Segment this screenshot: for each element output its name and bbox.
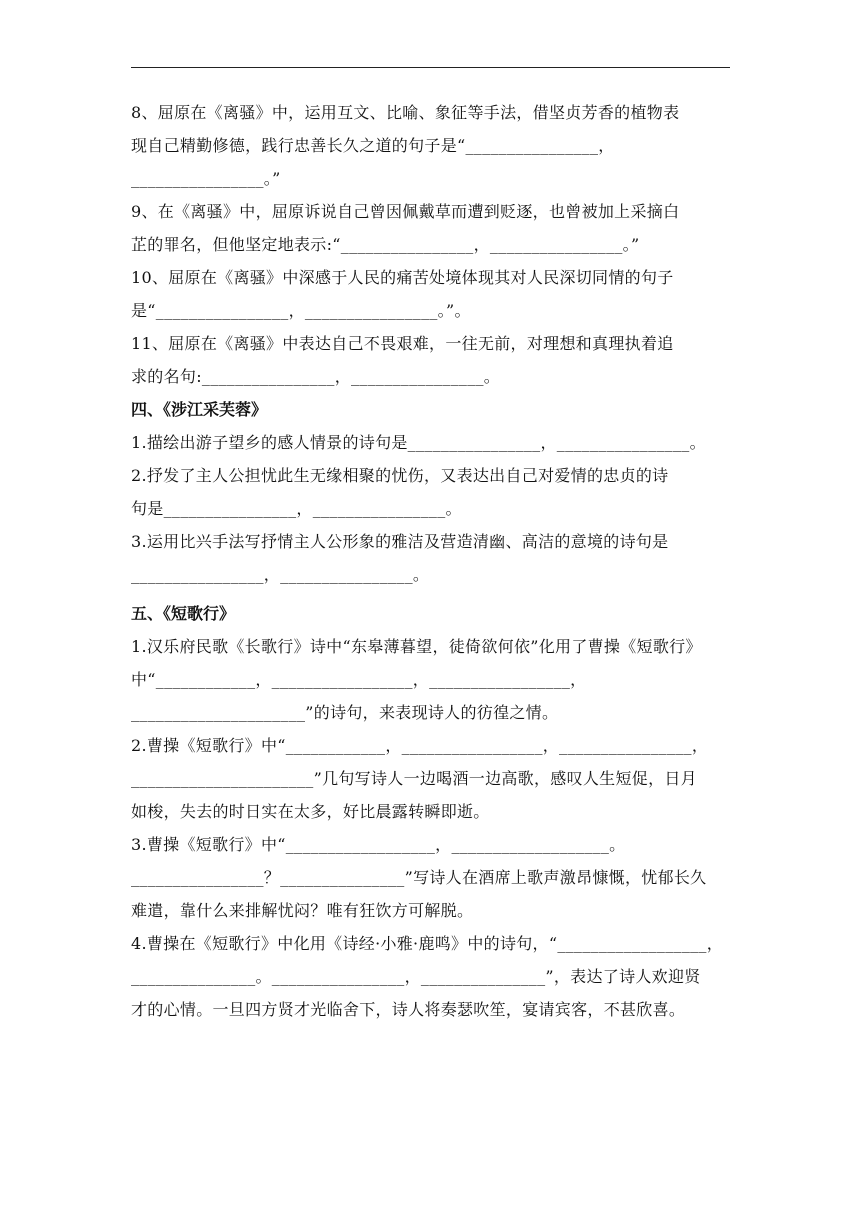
question-11-line-1: 11、屈原在《离骚》中表达自己不畏艰难，一往无前，对理想和真理执着追 xyxy=(131,334,674,353)
section-5-question-1-line-2: 中“____________，_________________，_________________， xyxy=(131,670,587,689)
section-5-question-3-line-1: 3.曹操《短歌行》中“__________________，___________________。 xyxy=(131,835,626,854)
question-8-line-2: 现自己精勤修德，践行忠善长久之道的句子是“________________， xyxy=(131,136,615,155)
section-4-question-1: 1.描绘出游子望乡的感人情景的诗句是________________，________________。 xyxy=(131,433,706,452)
section-4-heading: 四、《涉江采芙蓉》 xyxy=(131,400,268,419)
section-5-question-3-line-3: 难遣，靠什么来排解忧闷？唯有狂饮方可解脱。 xyxy=(131,901,474,920)
section-5-question-1-line-1: 1.汉乐府民歌《长歌行》诗中“东皋薄暮望，徒倚欲何依”化用了曹操《短歌行》 xyxy=(131,637,702,656)
question-8-line-3: ________________。” xyxy=(131,169,281,188)
section-5-question-4-line-2: _______________。________________，_______________”，表达了诗人欢迎贤 xyxy=(131,967,701,986)
question-9-line-1: 9、在《离骚》中，屈原诉说自己曾因佩戴草而遭到贬逐，也曾被加上采摘白 xyxy=(131,202,680,221)
question-8-line-1: 8、屈原在《离骚》中，运用互文、比喻、象征等手法，借坚贞芳香的植物表 xyxy=(131,103,680,122)
section-4-question-3-line-1: 3.运用比兴手法写抒情主人公形象的雅洁及营造清幽、高洁的意境的诗句是 xyxy=(131,532,669,551)
header-rule xyxy=(131,67,730,68)
section-5-question-2-line-1: 2.曹操《短歌行》中“____________，_________________，________________， xyxy=(131,736,709,755)
section-5-question-2-line-2: ______________________”几句写诗人一边喝酒一边高歌，感叹人生短促，日月 xyxy=(131,769,697,788)
section-5-question-3-line-2: ________________？_______________”写诗人在酒席上歌声激昂慷慨，忧郁长久 xyxy=(131,868,707,887)
question-11-line-2: 求的名句:________________，________________。 xyxy=(131,367,501,386)
section-4-question-2-line-2: 句是________________，________________。 xyxy=(131,499,462,518)
question-9-line-2: 芷的罪名，但他坚定地表示:“________________，________________。” xyxy=(131,235,640,254)
section-4-question-3-line-2: ________________，________________。 xyxy=(131,565,430,584)
section-5-question-1-line-3: _____________________”的诗句，来表现诗人的彷徨之情。 xyxy=(131,703,559,722)
section-5-heading: 五、《短歌行》 xyxy=(131,604,236,623)
question-10-line-1: 10、屈原在《离骚》中深感于人民的痛苦处境体现其对人民深切同情的句子 xyxy=(131,268,674,287)
section-5-question-2-line-3: 如梭，失去的时日实在太多，好比晨露转瞬即逝。 xyxy=(131,802,490,821)
section-5-question-4-line-3: 才的心情。一旦四方贤才光临舍下，诗人将奏瑟吹笙，宴请宾客，不甚欣喜。 xyxy=(131,1000,686,1019)
section-5-question-4-line-1: 4.曹操在《短歌行》中化用《诗经·小雅·鹿鸣》中的诗句，“__________________， xyxy=(131,934,724,953)
question-10-line-2: 是“________________，________________。”。 xyxy=(131,301,471,320)
section-4-question-2-line-1: 2.抒发了主人公担忧此生无缘相聚的忧伤，又表达出自己对爱情的忠贞的诗 xyxy=(131,466,669,485)
worksheet-body xyxy=(131,96,730,1026)
